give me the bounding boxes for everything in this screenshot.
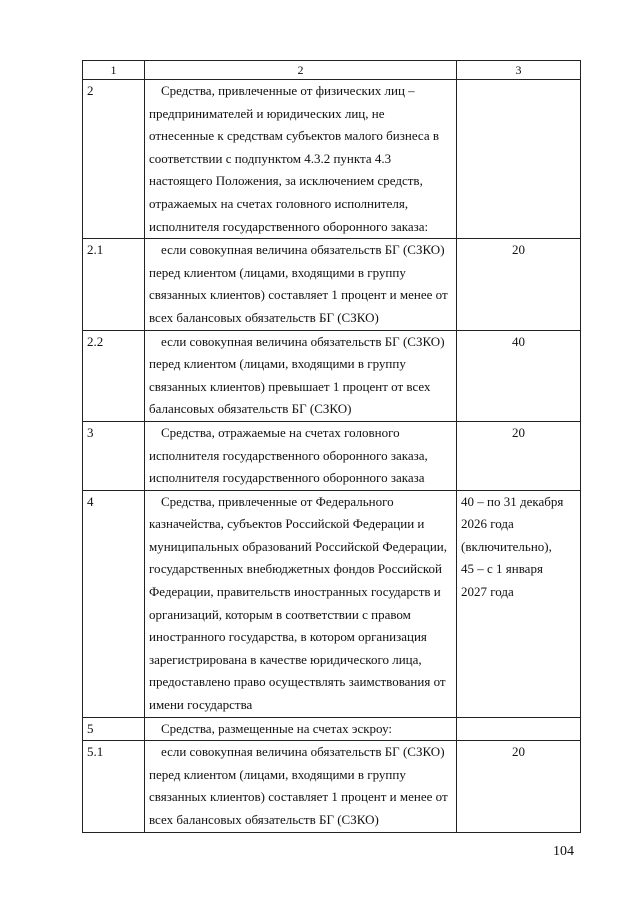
row-value xyxy=(457,80,581,239)
row-number: 5.1 xyxy=(83,741,145,832)
row-description xyxy=(145,717,457,741)
column-header-1: 1 xyxy=(83,61,145,80)
row-value xyxy=(457,490,581,717)
row-value: 20 xyxy=(457,421,581,490)
row-number: 2 xyxy=(83,80,145,239)
column-header-3: 3 xyxy=(457,61,581,80)
row-value: 40 xyxy=(457,330,581,421)
row-description-text: Средства, привлеченные от физических лиц – предпринимателей и юридических лиц, не отнесенные к средствам субъектов малого бизнеса в соответствии с подпунктом 4.3.2 пункта 4.3 настоящего Положения, за исключением средств, отражаемых на счетах головного исполнителя, исполнителя государственного оборонного заказа: xyxy=(149,83,440,234)
row-description xyxy=(145,741,457,832)
row-description-text: Средства, размещенные на счетах эскроу: xyxy=(161,720,393,736)
table-header-row xyxy=(83,61,581,80)
row-value: 20 xyxy=(457,239,581,330)
row-description xyxy=(145,239,457,330)
row-number: 2.1 xyxy=(83,239,145,330)
table-row xyxy=(83,421,581,490)
row-value xyxy=(457,717,581,741)
row-value: 20 xyxy=(457,741,581,832)
row-number: 2.2 xyxy=(83,330,145,421)
row-description-text: если совокупная величина обязательств БГ (СЗКО) перед клиентом (лицами, входящими в группу связанных клиентов) составляет 1 процент и менее от всех балансовых обязательств БГ (СЗКО) xyxy=(149,242,448,325)
row-description-text: Средства, отражаемые на счетах головного исполнителя государственного оборонного заказа, исполнителя государственного оборонного заказа xyxy=(149,424,428,486)
row-number: 3 xyxy=(83,421,145,490)
column-header-2: 2 xyxy=(145,61,457,80)
row-description-text: если совокупная величина обязательств БГ (СЗКО) перед клиентом (лицами, входящими в группу связанных клиентов) составляет 1 процент и менее от всех балансовых обязательств БГ (СЗКО) xyxy=(149,744,448,827)
row-description-text: Средства, привлеченные от Федерального казначейства, субъектов Российской Федерации и муниципальных образований Российской Федерации, государственных внебюджетных фондов Российской Федерации, правительств иностранных государств и организаций, которым в соответствии с правом иностранного государства, в котором организация зарегистрирована в качестве юридического лица, предоставлено право осуществлять заимствования от имени государства xyxy=(149,493,448,713)
page-number: 104 xyxy=(553,844,574,859)
table-row xyxy=(83,80,581,239)
row-number: 5 xyxy=(83,717,145,741)
row-description xyxy=(145,330,457,421)
table-row xyxy=(83,741,581,832)
row-description-text: если совокупная величина обязательств БГ (СЗКО) перед клиентом (лицами, входящими в группу связанных клиентов) превышает 1 процент от всех балансовых обязательств БГ (СЗКО) xyxy=(149,333,445,417)
row-number: 4 xyxy=(83,490,145,717)
table-row xyxy=(83,717,581,741)
row-value-text: 40 – по 31 декабря 2026 года (включительно), 45 – с 1 января 2027 года xyxy=(461,493,564,600)
row-description xyxy=(145,80,457,239)
row-description xyxy=(145,421,457,490)
coefficients-table xyxy=(82,60,581,833)
table-row xyxy=(83,490,581,717)
table-row xyxy=(83,239,581,330)
row-description xyxy=(145,490,457,717)
table-row xyxy=(83,330,581,421)
